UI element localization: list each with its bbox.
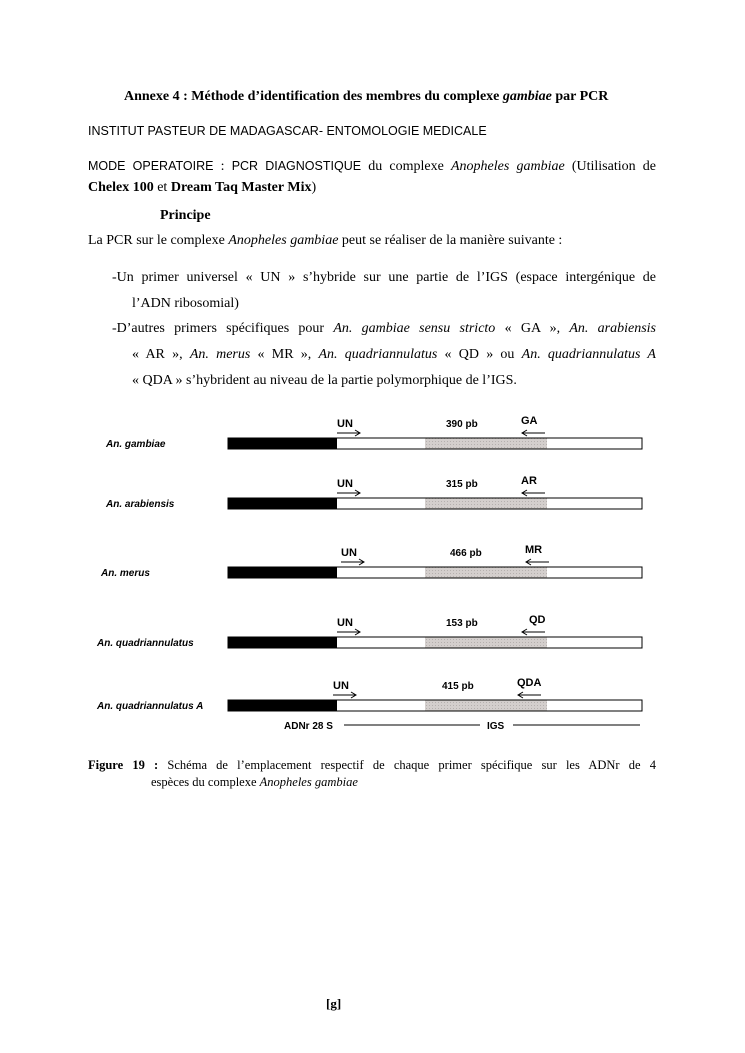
bullet2-line1 (112, 316, 656, 342)
b2-text-4: « MR », (250, 347, 319, 362)
b2-text-1: -D’autres primers spécifiques pour (112, 321, 334, 336)
pcr-label: PCR DIAGNOSTIQUE (231, 159, 362, 173)
bullet2-line2 (112, 342, 656, 368)
species-label: An. quadriannulatus A (97, 701, 204, 712)
species-label: An. arabiensis (106, 499, 175, 510)
diagram-row (96, 614, 642, 649)
bullet1-line2: l’ADN ribosomial) (132, 296, 239, 311)
intro-paragraph (88, 233, 562, 249)
specific-primer-label: QD (529, 614, 546, 626)
mode-text-2: (Utilisation de (564, 159, 657, 174)
polymorphic-segment (425, 701, 547, 711)
polymorphic-segment (425, 499, 547, 509)
bullet1-line1: -Un primer universel « UN » s’hybride sur une partie de l’IGS (espace intergénique de (112, 270, 656, 285)
b2-species-3: An. merus (189, 347, 251, 362)
b2-species-2: An. arabiensis (569, 321, 657, 336)
diagram-row (105, 415, 642, 450)
species-label: An. quadriannulatus (97, 638, 194, 649)
igs-label: IGS (487, 721, 505, 732)
caption-text-1: Schéma de l’emplacement respectif de chaque primer spécifique sur les ADNr de 4 (158, 758, 657, 772)
universal-primer-label: UN (337, 478, 353, 490)
specific-primer-label: AR (521, 475, 537, 487)
amplicon-size-label: 415 pb (442, 681, 474, 692)
diagram-rows (96, 415, 642, 712)
b2-text-3: « AR », (132, 347, 190, 362)
mode-colon: : (213, 159, 232, 174)
bullet2-line3: « QDA » s’hybrident au niveau de la partie polymorphique de l’IGS. (132, 373, 517, 388)
mode-close: ) (311, 180, 317, 195)
b2-text-5: « QD » ou (437, 347, 522, 362)
b2-text-2: « GA », (495, 321, 570, 336)
title-suffix: par PCR (551, 89, 609, 104)
mode-text-1: du complexe (361, 159, 451, 174)
universal-primer-label: UN (341, 547, 357, 559)
principe-heading: Principe (160, 208, 211, 223)
specific-primer-label: QDA (517, 677, 542, 689)
polymorphic-segment (425, 568, 547, 578)
mode-et: et (153, 180, 171, 195)
universal-primer-label: UN (337, 418, 353, 430)
figure-caption (88, 757, 656, 791)
amplicon-size-label: 390 pb (446, 419, 478, 430)
amplicon-size-label: 315 pb (446, 479, 478, 490)
mode-operatoire-block (88, 156, 656, 198)
b2-species-5: An. quadriannulatus A (521, 347, 656, 362)
title-text: Annexe 4 : Méthode d’identification des membres du complexe (124, 89, 503, 104)
institute-heading: INSTITUT PASTEUR DE MADAGASCAR- ENTOMOLOGIE MEDICALE (88, 124, 487, 138)
universal-primer-label: UN (337, 617, 353, 629)
polymorphic-segment (425, 638, 547, 648)
polymorphic-segment (425, 439, 547, 449)
chelex-label: Chelex 100 (88, 180, 154, 195)
intro-text-2: peut se réaliser de la manière suivante : (338, 233, 563, 248)
adnr-28s-segment (228, 498, 337, 509)
page-number: [g] (326, 996, 342, 1011)
specific-primer-label: MR (525, 544, 543, 556)
amplicon-size-label: 153 pb (446, 618, 478, 629)
adnr-28s-segment (228, 567, 337, 578)
diagram-row (96, 677, 642, 712)
intro-species: Anopheles gambiae (228, 233, 339, 248)
specific-primer-label: GA (521, 415, 538, 427)
species-label: An. merus (101, 568, 150, 579)
adnr-28s-segment (228, 700, 337, 711)
bullet-universal-primer (112, 265, 656, 317)
caption-label: Figure 19 : (88, 758, 159, 772)
species-label: An. gambiae (106, 439, 166, 450)
caption-text-2: espèces du complexe (151, 775, 260, 789)
bullet-specific-primers (112, 316, 656, 394)
diagram-row (105, 475, 642, 510)
adnr-28s-label: ADNr 28 S (284, 721, 333, 732)
intro-text-1: La PCR sur le complexe (88, 233, 229, 248)
caption-species: Anopheles gambiae (259, 775, 358, 789)
mode-line-1 (88, 156, 656, 177)
caption-line2 (88, 774, 656, 791)
diagram-row (100, 544, 642, 579)
universal-primer-label: UN (333, 680, 349, 692)
adnr-28s-segment (228, 438, 337, 449)
mode-line-2 (88, 177, 656, 198)
mode-label: MODE OPERATOIRE (88, 159, 214, 173)
adnr-28s-segment (228, 637, 337, 648)
b2-species-4: An. quadriannulatus (318, 347, 438, 362)
mode-species: Anopheles gambiae (450, 159, 565, 174)
primer-location-diagram (0, 405, 745, 745)
title-italic: gambiae (502, 89, 552, 104)
b2-species-1: An. gambiae sensu stricto (333, 321, 496, 336)
amplicon-size-label: 466 pb (450, 548, 482, 559)
caption-line1 (88, 757, 656, 774)
page-title (124, 89, 608, 105)
dream-taq-label: Dream Taq Master Mix (170, 180, 312, 195)
